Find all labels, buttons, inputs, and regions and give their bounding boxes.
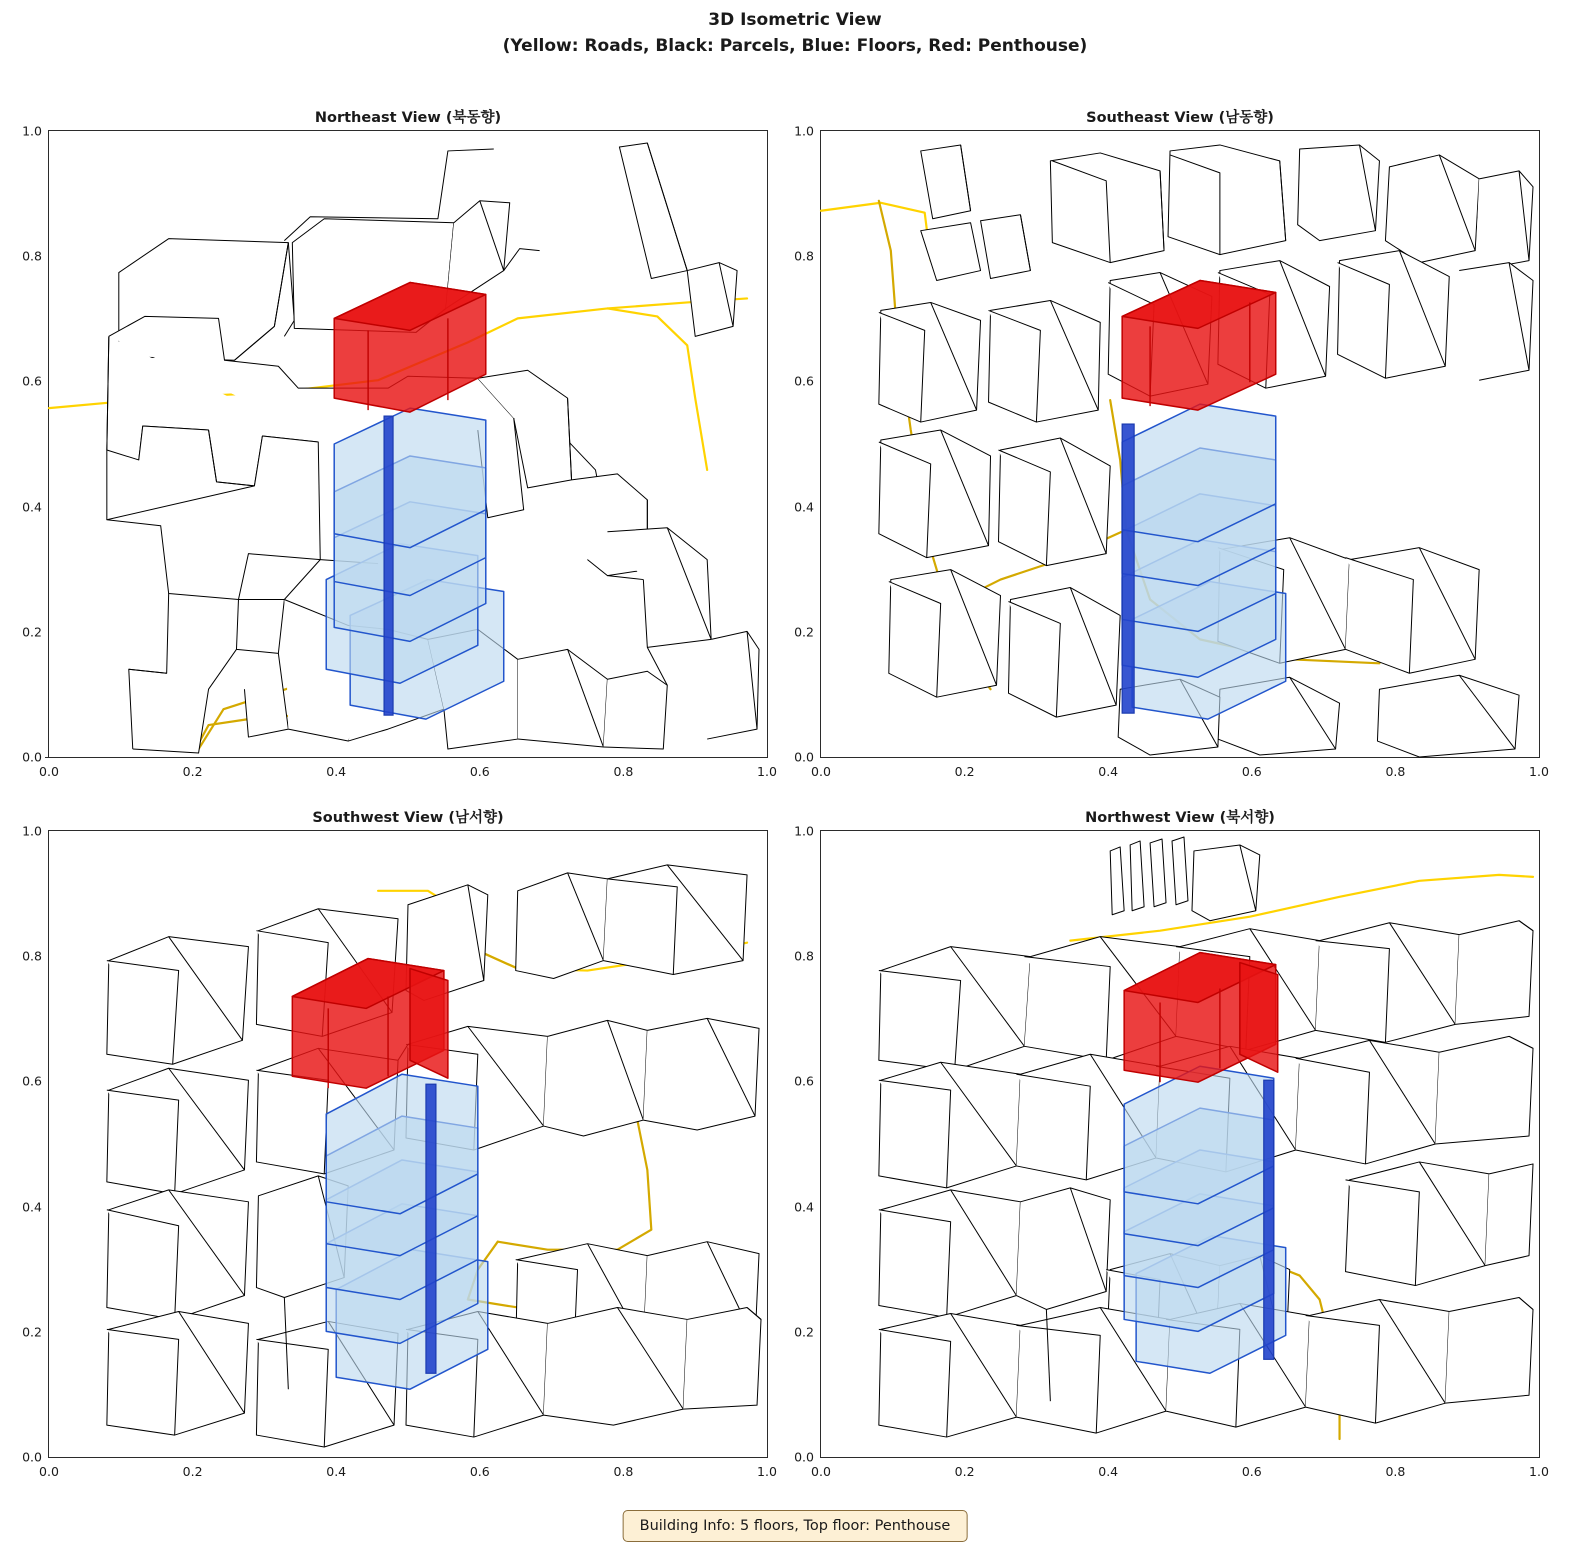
xtick-label: 0.6 bbox=[1241, 1464, 1262, 1479]
xtick-label: 0.8 bbox=[1385, 764, 1406, 779]
subplot-southwest-title: Southwest View (남서향) bbox=[312, 810, 504, 826]
xtick-label: 0.6 bbox=[1241, 764, 1262, 779]
ytick-label: 0.0 bbox=[22, 1449, 42, 1465]
xtick-label: 0.4 bbox=[1098, 764, 1119, 779]
subplot-southwest bbox=[22, 810, 777, 1479]
xtick-label: 0.6 bbox=[469, 1464, 490, 1479]
figure-title-line1: 3D Isometric View bbox=[708, 10, 882, 30]
xtick-label: 0.4 bbox=[1098, 1464, 1119, 1479]
ytick-label: 0.2 bbox=[794, 1324, 814, 1340]
ytick-label: 1.0 bbox=[22, 123, 42, 139]
ytick-label: 0.8 bbox=[794, 948, 814, 964]
xtick-label: 1.0 bbox=[757, 1464, 777, 1479]
ytick-label: 0.8 bbox=[794, 248, 814, 264]
subplot-northwest-axes[interactable] bbox=[794, 823, 1549, 1479]
xtick-label: 0.2 bbox=[954, 1464, 975, 1479]
ytick-label: 0.4 bbox=[22, 1199, 42, 1215]
scene-southeast bbox=[821, 131, 1539, 757]
ytick-label: 0.0 bbox=[22, 749, 42, 765]
xtick-label: 0.8 bbox=[613, 1464, 634, 1479]
ytick-label: 1.0 bbox=[794, 823, 814, 839]
scene-northeast bbox=[49, 131, 767, 757]
subplot-southeast bbox=[794, 110, 1549, 779]
ytick-label: 0.0 bbox=[794, 1449, 814, 1465]
xtick-label: 0.2 bbox=[182, 1464, 203, 1479]
subplot-southwest-axes[interactable] bbox=[22, 823, 777, 1479]
xtick-label: 0.4 bbox=[326, 1464, 347, 1479]
building-info-box: Building Info: 5 floors, Top floor: Penthouse bbox=[623, 1510, 968, 1542]
ytick-label: 0.8 bbox=[22, 248, 42, 264]
xtick-label: 0.4 bbox=[326, 764, 347, 779]
xtick-label: 0.0 bbox=[811, 1464, 831, 1479]
figure-title bbox=[0, 8, 1590, 59]
ytick-label: 0.2 bbox=[22, 624, 42, 640]
xtick-label: 0.2 bbox=[182, 764, 203, 779]
xtick-label: 0.0 bbox=[811, 764, 831, 779]
subplot-northeast-axes[interactable] bbox=[22, 123, 777, 779]
xtick-label: 0.2 bbox=[954, 764, 975, 779]
ytick-label: 1.0 bbox=[794, 123, 814, 139]
ytick-label: 0.4 bbox=[22, 499, 42, 515]
ytick-label: 0.6 bbox=[22, 373, 42, 389]
ytick-label: 0.6 bbox=[794, 1073, 814, 1089]
subplot-northwest bbox=[794, 810, 1549, 1479]
ytick-label: 0.4 bbox=[794, 1199, 814, 1215]
xtick-label: 0.8 bbox=[613, 764, 634, 779]
xtick-label: 1.0 bbox=[1529, 764, 1549, 779]
scene-northwest bbox=[821, 831, 1539, 1457]
ytick-label: 0.2 bbox=[794, 624, 814, 640]
ytick-label: 0.8 bbox=[22, 948, 42, 964]
xtick-label: 0.0 bbox=[39, 764, 59, 779]
xtick-label: 1.0 bbox=[1529, 1464, 1549, 1479]
ytick-mark bbox=[45, 757, 49, 758]
subplot-southeast-title: Southeast View (남동향) bbox=[1086, 110, 1274, 126]
ytick-label: 0.0 bbox=[794, 749, 814, 765]
ytick-label: 0.4 bbox=[794, 499, 814, 515]
subplot-northeast-title: Northeast View (북동향) bbox=[314, 110, 502, 126]
xtick-label: 0.8 bbox=[1385, 1464, 1406, 1479]
xtick-label: 0.6 bbox=[469, 764, 490, 779]
xtick-label: 1.0 bbox=[757, 764, 777, 779]
subplot-southeast-axes[interactable] bbox=[794, 123, 1549, 779]
figure-title-line2: (Yellow: Roads, Black: Parcels, Blue: Floors, Red: Penthouse) bbox=[502, 35, 1088, 56]
scene-southwest bbox=[49, 831, 767, 1457]
subplot-northwest-title: Northwest View (북서향) bbox=[1085, 810, 1275, 826]
xtick-label: 0.0 bbox=[39, 1464, 59, 1479]
ytick-label: 0.6 bbox=[22, 1073, 42, 1089]
subplot-northeast bbox=[22, 110, 777, 779]
ytick-label: 0.2 bbox=[22, 1324, 42, 1340]
ytick-label: 1.0 bbox=[22, 823, 42, 839]
ytick-label: 0.6 bbox=[794, 373, 814, 389]
